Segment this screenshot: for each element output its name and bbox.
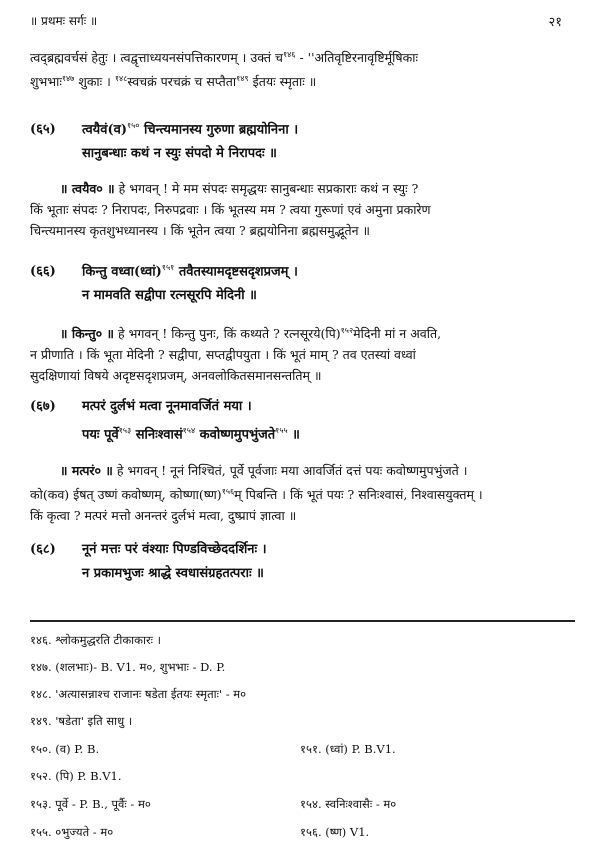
footnote-marker: १५०	[126, 121, 140, 130]
footnote-marker: १५६	[221, 487, 235, 496]
verse-number: (६७)	[30, 399, 56, 414]
footnote-marker: १४९	[236, 74, 249, 84]
footnote-marker: १५५	[275, 426, 288, 435]
commentary-lead: ॥ मत्परं० ॥	[60, 463, 113, 478]
verse-number: (६६)	[30, 264, 56, 280]
footnote-147: १४७. (शलभाः)- B. V1. म०, शुभभाः - D. P.	[30, 660, 226, 674]
intro-line: शुभभाः$^{१४७}$ शुकाः । $^{१४८}$स्वचक्रं परचक्रं च सप्तैता$^{१४९}$ ईतयः स्मृताः ॥	[30, 74, 317, 90]
intro-line: त्वद्ब्रह्मवर्चसं हेतुः । त्वद्वृत्ताध्ययनसंपत्तिकारणम् । उक्तं च$^{१४६}$ - ''अतिवृष्टिरनावृष्टिर्मूषिकाः	[30, 50, 418, 66]
footnote-149: १४९. 'षडेता' इति साधु ।	[30, 714, 133, 728]
footnote-marker: १५१	[161, 263, 175, 272]
footnote-marker: १४६	[282, 50, 296, 59]
page-number: २१	[548, 15, 562, 30]
intro-paragraph	[30, 44, 575, 92]
footnote-marker: १४७	[61, 74, 75, 84]
footnote-151: १५१. (ध्वां) P. B.V1.	[300, 742, 396, 756]
commentary-lead: ॥ त्वयैव० ॥	[60, 181, 115, 196]
footnote-marker: १५३	[118, 426, 132, 435]
verse-67: (६७) मत्परं दुर्लभं मत्वा नूनमावर्जितं मया । पयः पूर्वे$^{१५३}$ सनिःश्वासं$^{१५४}$ कवोष्णमुपभुंजते$^{१५५}$ ॥	[30, 395, 300, 447]
footnote-150: १५०. (व) P. B.	[30, 742, 100, 756]
footnote-146: १४६. श्लोकमुद्धरति टीकाकारः ।	[30, 633, 161, 647]
verse-number: (६५)	[30, 122, 56, 138]
verse-number: (६८)	[30, 542, 56, 557]
commentary-67: ॥ मत्परं० ॥ हे भगवन् ! नूनं निश्चितं, पूर्वे पूर्वजाः मया आवर्जितं दत्तं पयः कवोष्णमुपभुंजते । को(कव) ईषत् उष्णं कवोष्णम्, कोष्णा(ष्ण)$^{१५६}$म् पिबन्ति । किं भूतं पयः ? सनिःश्वासं, निश्वासयुक्तम् । किं कृत्वा ? मत्परं मत्तो अनन्तरं दुर्लभं मत्वा, दुष्प्रापं ज्ञात्वा ॥	[30, 463, 483, 524]
commentary-66: ॥ किन्तु० ॥ हे भगवन् ! किन्तु पुनः, किं कथ्यते ? रत्नसूरये(पि)$^{१५२}$मेदिनी मां न अवति, न प्रीणाति । किं भूता मेदिनी ? सद्वीपा, सप्तद्वीपयुता । किं भूतं माम् ? तव एतस्यां वध्वां सुदक्षिणायां विषये अदृष्टसदृशप्रजम्, अनवलोकितसमानसन्ततिम् ॥	[30, 326, 442, 384]
footnote-148: १४८. 'अत्यासन्नाश्च राजानः षडेता ईतयः स्मृताः' - म०	[30, 687, 247, 701]
verse-65: (६५) त्वयैवं(व)$^{१५०}$ चिन्त्यमानस्य गुरुणा ब्रह्मयोनिना । सानुबन्धाः कथं न स्युः संपदो मे निरापदः ॥	[30, 114, 298, 166]
commentary-65: ॥ त्वयैव० ॥ हे भगवन् ! मे मम संपदः समृद्धयः सानुबन्धाः सप्रकाराः कथं न स्युः ? किं भूताः संपदः ? निरापदः, निरुपद्रवाः । किं भूतस्य मम ? त्वया गुरूणां एवं अमुना प्रकारेण चिन्त्यमानस्य कृतशुभध्यानस्य । किं भूतेन त्वया ? ब्रह्मयोनिना ब्रह्मसमुद्भूतेन ॥	[30, 181, 431, 238]
footnote-154: १५४. स्वनिःश्वासैः - म०	[300, 797, 397, 811]
footnote-155: १५५. ०भुज्यते - म०	[30, 825, 114, 839]
footnote-153: १५३. पूर्वे - P. B., पूर्वैः - म०	[30, 797, 151, 811]
commentary-lead: ॥ किन्तु० ॥	[60, 326, 114, 342]
verse-68: (६८) नूनं मत्तः परं वंश्याः पिण्डविच्छेददर्शिनः । न प्रकामभुजः श्राद्धे स्वधासंग्रहतत्पराः ॥	[30, 538, 267, 586]
footnote-marker: १५२	[340, 326, 354, 335]
running-header: ॥ प्रथमः सर्गः ॥	[30, 14, 98, 28]
footnote-divider	[30, 620, 575, 622]
footnote-152: १५२. (पि) P. B.V1.	[30, 769, 122, 783]
footnote-156: १५६. (ष्ण) V1.	[300, 825, 370, 839]
footnote-marker: १५४	[182, 426, 196, 435]
verse-66: (६६) किन्तु वध्वा(ध्वां)$^{१५१}$ तवैतस्यामदृष्टसदृशप्रजम् । न मामवति सद्वीपा रत्नसूरपि मेदिनी ॥	[30, 256, 298, 308]
footnote-marker: १४८	[114, 74, 128, 84]
